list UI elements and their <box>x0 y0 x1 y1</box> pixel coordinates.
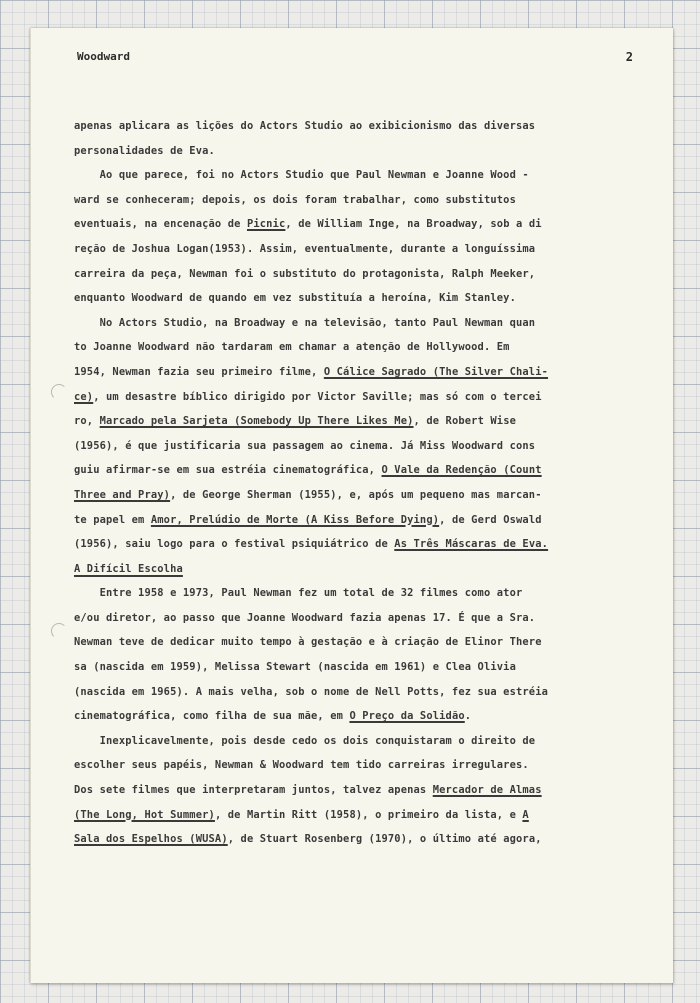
text-segment: (nascida em 1965). A mais velha, sob o nome de Nell Potts, fez sua estréia <box>74 685 549 698</box>
text-segment: , de Stuart Rosenberg (1970), o último até agora, <box>227 833 542 846</box>
text-line <box>74 778 634 803</box>
section-heading: A Difícil Escolha <box>74 562 183 575</box>
text-segment: sa (nascida em 1959), Melissa Stewart (nascida em 1961) e Clea Olivia <box>74 661 516 674</box>
underlined-film-title: Mercador de Almas <box>432 784 542 797</box>
underlined-film-title: (The Long, Hot Summer) <box>74 808 215 821</box>
text-segment: Newman teve de dedicar muito tempo à gestação e à criação de Elinor There <box>74 636 542 649</box>
text-line <box>74 753 634 778</box>
text-segment: . <box>464 710 472 723</box>
text-line <box>74 483 634 508</box>
text-segment: ward se conheceram; depois, os dois foram trabalhar, como substitutos <box>74 193 516 206</box>
text-segment: ro, <box>74 415 100 428</box>
text-segment: Inexplicavelmente, pois desde cedo os dois conquistaram o direito de <box>74 734 536 747</box>
underlined-film-title: O Vale da Redenção (Count <box>381 464 542 477</box>
text-segment: te papel em <box>74 513 151 526</box>
text-segment: to Joanne Woodward não tardaram em chamar a atenção de Hollywood. Em <box>74 341 510 354</box>
text-line <box>74 458 634 483</box>
text-line <box>74 286 634 311</box>
underlined-film-title: Amor, Prelúdio de Morte (A Kiss Before Dying) <box>150 513 440 526</box>
text-line <box>74 385 634 410</box>
text-segment: , de Gerd Oswald <box>439 513 542 526</box>
text-line <box>74 237 634 262</box>
text-segment: Dos sete filmes que interpretaram juntos, talvez apenas <box>74 784 433 797</box>
text-line <box>74 606 634 631</box>
text-segment: carreira da peça, Newman foi o substituto do protagonista, Ralph Meeker, <box>74 267 536 280</box>
text-line <box>74 655 634 680</box>
text-segment: , um desastre bíblico dirigido por Victor Saville; mas só com o tercei <box>93 390 542 403</box>
text-line <box>74 532 634 557</box>
punch-hole-mark <box>51 384 67 400</box>
text-segment: cinematográfica, como filha de sua mãe, em <box>74 710 350 723</box>
text-line <box>74 704 634 729</box>
underlined-film-title: Three and Pray) <box>74 488 171 501</box>
text-segment: reção de Joshua Logan(1953). Assim, eventualmente, durante a longuíssima <box>74 242 536 255</box>
underlined-film-title: As Três Máscaras de Eva. <box>394 538 549 551</box>
text-segment: No Actors Studio, na Broadway e na televisão, tanto Paul Newman quan <box>74 316 536 329</box>
text-segment: escolher seus papéis, Newman & Woodward tem tido carreiras irregulares. <box>74 759 529 772</box>
text-line <box>74 212 634 237</box>
text-segment: guiu afirmar-se em sua estréia cinematográfica, <box>74 464 382 477</box>
text-line <box>74 262 634 287</box>
text-line <box>74 630 634 655</box>
text-line <box>74 114 634 139</box>
text-line <box>74 409 634 434</box>
text-segment: , de Robert Wise <box>413 415 517 428</box>
page-number: 2 <box>625 50 633 64</box>
text-line <box>74 139 634 164</box>
text-line <box>74 581 634 606</box>
punch-hole-mark <box>51 623 67 639</box>
text-segment: Entre 1958 e 1973, Paul Newman fez um total de 32 filmes como ator <box>74 587 523 600</box>
running-head: Woodward <box>77 50 130 63</box>
text-segment: Ao que parece, foi no Actors Studio que Paul Newman e Joanne Wood - <box>74 169 529 182</box>
text-segment: , de Martin Ritt (1958), o primeiro da lista, e <box>214 808 523 821</box>
text-line <box>74 557 634 582</box>
body-text <box>74 114 634 852</box>
text-segment: , de George Sherman (1955), e, após um pequeno mas marcan- <box>170 488 542 501</box>
text-line <box>74 803 634 828</box>
text-line <box>74 508 634 533</box>
text-line <box>74 680 634 705</box>
text-segment: eventuais, na encenação de <box>74 218 247 231</box>
text-segment: personalidades de Eva. <box>74 144 215 157</box>
text-segment: (1956), é que justificaria sua passagem ao cinema. Já Miss Woodward cons <box>74 439 536 452</box>
typewritten-page <box>30 28 673 983</box>
text-line <box>74 729 634 754</box>
text-segment: , de William Inge, na Broadway, sob a di <box>285 218 542 231</box>
text-segment: enquanto Woodward de quando em vez substituía a heroína, Kim Stanley. <box>74 292 516 305</box>
text-line <box>74 188 634 213</box>
text-segment: 1954, Newman fazia seu primeiro filme, <box>74 365 324 378</box>
text-line <box>74 163 634 188</box>
text-line <box>74 827 634 852</box>
text-line <box>74 311 634 336</box>
text-segment: apenas aplicara as lições do Actors Studio ao exibicionismo das diversas <box>74 120 536 132</box>
text-segment: e/ou diretor, ao passo que Joanne Woodward fazia apenas 17. É que a Sra. <box>74 611 536 624</box>
underlined-film-title: Marcado pela Sarjeta (Somebody Up There Likes Me) <box>99 415 414 428</box>
text-line <box>74 434 634 459</box>
underlined-film-title: ce) <box>74 390 94 403</box>
text-line <box>74 335 634 360</box>
underlined-film-title: O Cálice Sagrado (The Silver Chali- <box>323 365 549 378</box>
underlined-film-title: Picnic <box>246 218 286 231</box>
underlined-film-title: O Preço da Solidão <box>349 710 465 723</box>
underlined-film-title: A <box>522 808 529 821</box>
underlined-film-title: Sala dos Espelhos (WUSA) <box>74 833 228 846</box>
text-segment: (1956), saiu logo para o festival psiquiátrico de <box>74 538 395 551</box>
text-line <box>74 360 634 385</box>
